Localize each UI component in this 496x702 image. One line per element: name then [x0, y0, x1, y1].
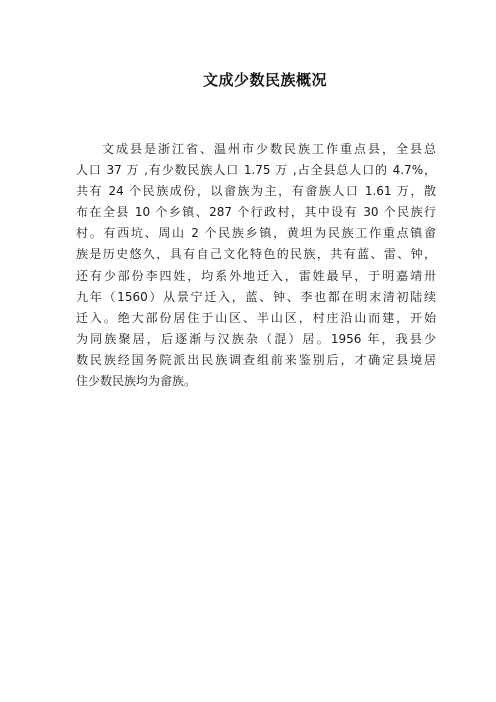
body-line: 还有少部份李四姓，均系外地迁入，雷姓最早，于明嘉靖卅 — [76, 268, 436, 283]
document-body — [76, 139, 436, 392]
body-line: 住少数民族均为畲族。 — [76, 374, 197, 389]
body-line: 数民族经国务院派出民族调查组前来鉴别后，才确定县境居 — [76, 352, 436, 367]
body-line: 布在全县 10 个乡镇、287 个行政村，其中设有 30 个民族行 — [76, 205, 436, 220]
body-line: 九年（1560）从景宁迁入，蓝、钟、李也都在明末清初陆续 — [76, 289, 436, 304]
body-line: 村。有西坑、周山 2 个民族乡镇，黄坦为民族工作重点镇畲 — [76, 226, 436, 241]
body-line: 共有 24 个民族成份，以畲族为主，有畲族人口 1.61 万，散 — [76, 184, 436, 199]
body-line: 迁入。绝大部份居住于山区、半山区，村庄沿山而建，开始 — [76, 310, 436, 325]
body-line: 人口 37 万 ,有少数民族人口 1.75 万 ,占全县总人口的 4.7%， — [76, 163, 436, 178]
body-line: 文成县是浙江省、温州市少数民族工作重点县，全县总 — [102, 142, 436, 156]
body-line: 为同族聚居，后逐渐与汉族杂（混）居。1956 年，我县少 — [76, 331, 436, 346]
body-line: 族是历史悠久，具有自己文化特色的民族，共有蓝、雷、钟， — [76, 247, 436, 262]
document-title: 文成少数民族概况 — [202, 71, 327, 89]
